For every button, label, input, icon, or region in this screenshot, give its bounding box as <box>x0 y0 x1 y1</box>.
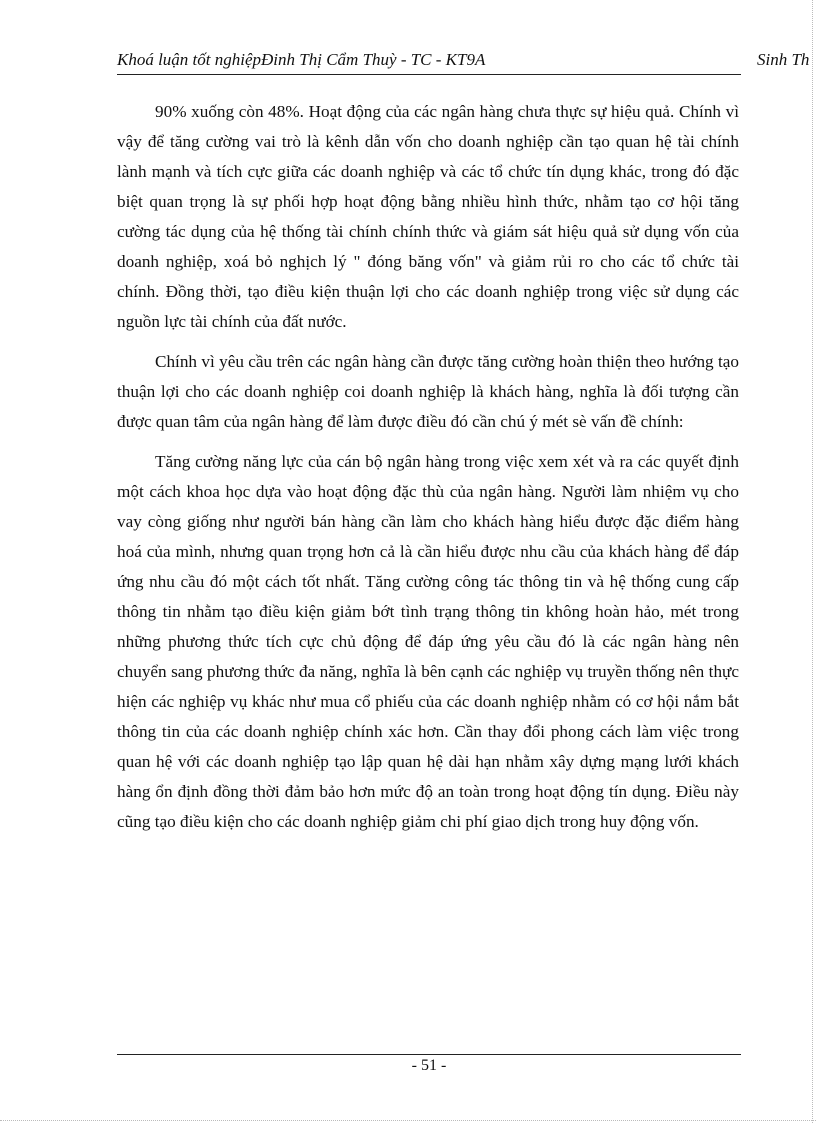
page-header <box>117 50 810 75</box>
header-title: Khoá luận tốt nghiệpĐinh Thị Cẩm Thuỳ - TC - KT9A <box>117 50 486 69</box>
header-author: Sinh Th <box>757 50 810 69</box>
page-right-edge <box>812 0 813 1123</box>
paragraph-3: Tăng cường năng lực của cán bộ ngân hàng trong việc xem xét và ra các quyết định một cách khoa học dựa vào hoạt động đặc thù của ngân hàng. Người làm nhiệm vụ cho vay còng giống như người bán hàng cần làm cho khách hàng hiểu được đặc điểm hàng hoá của mình, nhưng quan trọng hơn cả là cần hiểu được nhu cầu của khách hàng để đáp ứng nhu cầu đó một cách tốt nhất. Tăng cường công tác thông tin và hệ thống cung cấp thông tin nhằm tạo điều kiện giảm bớt tình trạng thông tin không hoàn hảo, mét trong những phương thức tích cực chủ động để đáp ứng yêu cầu đó là các ngân hàng nên chuyển sang phương thức đa năng, nghĩa là bên cạnh các nghiệp vụ truyền thống nên thực hiện các nghiệp vụ khác như mua cổ phiếu của các doanh nghiệp nhằm có cơ hội nắm bắt thông tin của các doanh nghiệp chính xác hơn. Cần thay đổi phong cách làm việc trong quan hệ với các doanh nghiệp tạo lập quan hệ dài hạn nhằm xây dựng mạng lưới khách hàng ổn định đồng thời đảm bảo hơn mức độ an toàn trong hoạt động tín dụng. Điều này cũng tạo điều kiện cho các doanh nghiệp giảm chi phí giao dịch trong huy động vốn. <box>117 452 739 831</box>
paragraph-2: Chính vì yêu cầu trên các ngân hàng cần được tăng cường hoàn thiện theo hướng tạo thuận lợi cho các doanh nghiệp coi doanh nghiệp là khách hàng, nghĩa là đối tượng cần được quan tâm của ngân hàng để làm được điều đó cần chú ý mét sè vấn đề chính: <box>117 352 739 431</box>
page-bottom-edge <box>0 1120 816 1121</box>
footer-divider <box>117 1054 741 1055</box>
page-number: - 51 - <box>411 1057 447 1074</box>
document-body <box>117 97 739 847</box>
paragraph-1: 90% xuống còn 48%. Hoạt động của các ngân hàng chưa thực sự hiệu quả. Chính vì vậy để tăng cường vai trò là kênh dẫn vốn cho doanh nghiệp cần tạo quan hệ tài chính lành mạnh và tích cực giữa các doanh nghiệp và các tổ chức tín dụng khác, trong đó đặc biệt quan trọng là sự phối hợp hoạt động bằng nhiều hình thức, nhằm tạo cơ hội tăng cường tác dụng của hệ thống tài chính chính thức và giám sát hiệu quả sử dụng vốn của doanh nghiệp, xoá bỏ nghịch lý " đóng băng vốn" và giảm rủi ro cho các tổ chức tài chính. Đồng thời, tạo điều kiện thuận lợi cho các doanh nghiệp trong việc sử dụng các nguồn lực tài chính của đất nước. <box>117 102 739 331</box>
